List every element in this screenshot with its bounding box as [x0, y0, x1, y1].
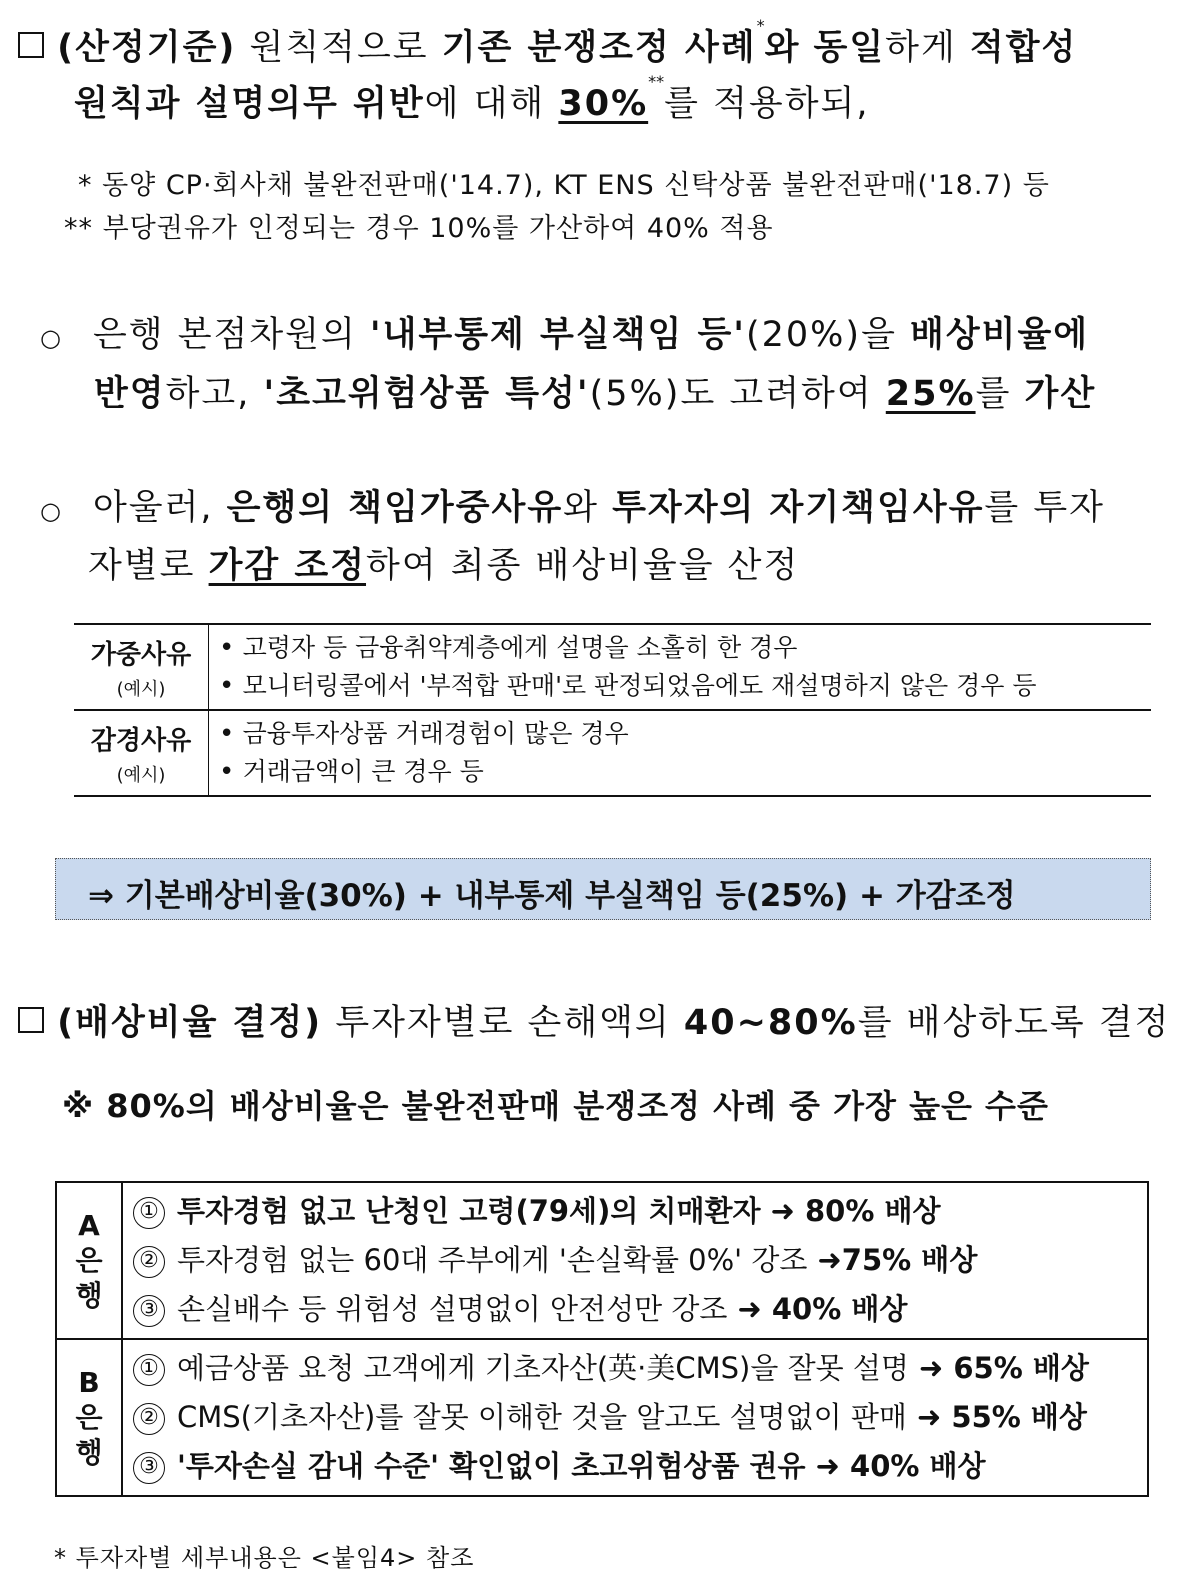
section-criteria-line1: (산정기준) 원칙적으로 기존 분쟁조정 사례*와 동일하게 적합성	[18, 20, 1077, 70]
footnote: * 투자자별 세부내용은 <붙임4> 참조	[54, 1544, 475, 1572]
list-item: • 모니터링콜에서 '부적합 판매'로 판정되었음에도 재설명하지 않은 경우 등	[219, 671, 1037, 701]
summary-text: ⇒ 기본배상비율(30%) + 내부통제 부실책임 등(25%) + 가감조정	[88, 878, 1016, 914]
criteria-note-1: * 동양 CP·회사채 불완전판매('14.7), KT ENS 신탁상품 불완전판매('18.7) 등	[78, 170, 1050, 201]
list-item: ② CMS(기초자산)를 잘못 이해한 것을 알고도 설명없이 판매 ➜ 55% 배상	[123, 1393, 1147, 1442]
paragraph-internal-control-line1: ○ 은행 본점차원의 '내부통제 부실책임 등'(20%)을 배상비율에	[40, 315, 1090, 355]
list-item: ③ 손실배수 등 위험성 설명없이 안전성만 강조 ➜ 40% 배상	[123, 1285, 1147, 1334]
paragraph-adjustment-line1: ○ 아울러, 은행의 책임가중사유와 투자자의 자기책임사유를 투자	[40, 488, 1105, 528]
highest-ratio-note: ※ 80%의 배상비율은 불완전판매 분쟁조정 사례 중 가장 높은 수준	[62, 1087, 1049, 1125]
list-item: • 고령자 등 금융취약계층에게 설명을 소홀히 한 경우	[219, 633, 798, 663]
paragraph-adjustment-line2: 자별로 가감 조정하여 최종 배상비율을 산정	[88, 546, 800, 586]
factor-heading: 가중사유	[90, 639, 192, 670]
section-criteria-heading: (산정기준)	[57, 28, 237, 68]
list-item: ① 예금상품 요청 고객에게 기초자산(英·美CMS)을 잘못 설명 ➜ 65% 배상	[123, 1344, 1147, 1393]
bank-cases-table	[55, 1181, 1149, 1497]
list-item: ③ '투자손실 감내 수준' 확인없이 초고위험상품 권유 ➜ 40% 배상	[123, 1442, 1147, 1491]
bank-a-label: A 은 행	[56, 1182, 122, 1339]
bullet-circle-icon: ○	[40, 497, 63, 525]
bullet-circle-icon: ○	[40, 324, 63, 352]
adjustment-factor-table	[74, 623, 1151, 797]
section-decision-line: (배상비율 결정) 투자자별로 손해액의 40~80%를 배상하도록 결정	[18, 995, 1170, 1045]
section-decision-heading: (배상비율 결정)	[57, 1003, 323, 1043]
section-criteria-line2: 원칙과 설명의무 위반에 대해 30%**를 적용하되,	[74, 72, 870, 124]
criteria-note-2: ** 부당권유가 인정되는 경우 10%를 가산하여 40% 적용	[64, 213, 774, 244]
table-row: 가중사유 (예시) • 고령자 등 금융취약계층에게 설명을 소홀히 한 경우 • 모니터링콜에서 '부적합 판매'로 판정되었음에도 재설명하지 않은 경우 등	[74, 624, 1151, 710]
factor-heading: 감경사유	[90, 725, 192, 756]
bank-b-label: B 은 행	[56, 1339, 122, 1496]
list-item: ① 투자경험 없고 난청인 고령(79세)의 치매환자 ➜ 80% 배상	[123, 1187, 1147, 1236]
table-row	[56, 1182, 1148, 1339]
list-item: ② 투자경험 없는 60대 주부에게 '손실확률 0%' 강조 ➜75% 배상	[123, 1236, 1147, 1285]
list-item: • 거래금액이 큰 경우 등	[219, 757, 484, 787]
paragraph-internal-control-line2: 반영하고, '초고위험상품 특성'(5%)도 고려하여 25%를 가산	[94, 374, 1097, 414]
table-row	[56, 1339, 1148, 1496]
checkbox-square-icon	[18, 1007, 44, 1033]
list-item: • 금융투자상품 거래경험이 많은 경우	[219, 719, 629, 749]
table-row: 감경사유 (예시) • 금융투자상품 거래경험이 많은 경우 • 거래금액이 큰 경우 등	[74, 710, 1151, 796]
summary-banner	[55, 858, 1151, 920]
checkbox-square-icon	[18, 32, 44, 58]
